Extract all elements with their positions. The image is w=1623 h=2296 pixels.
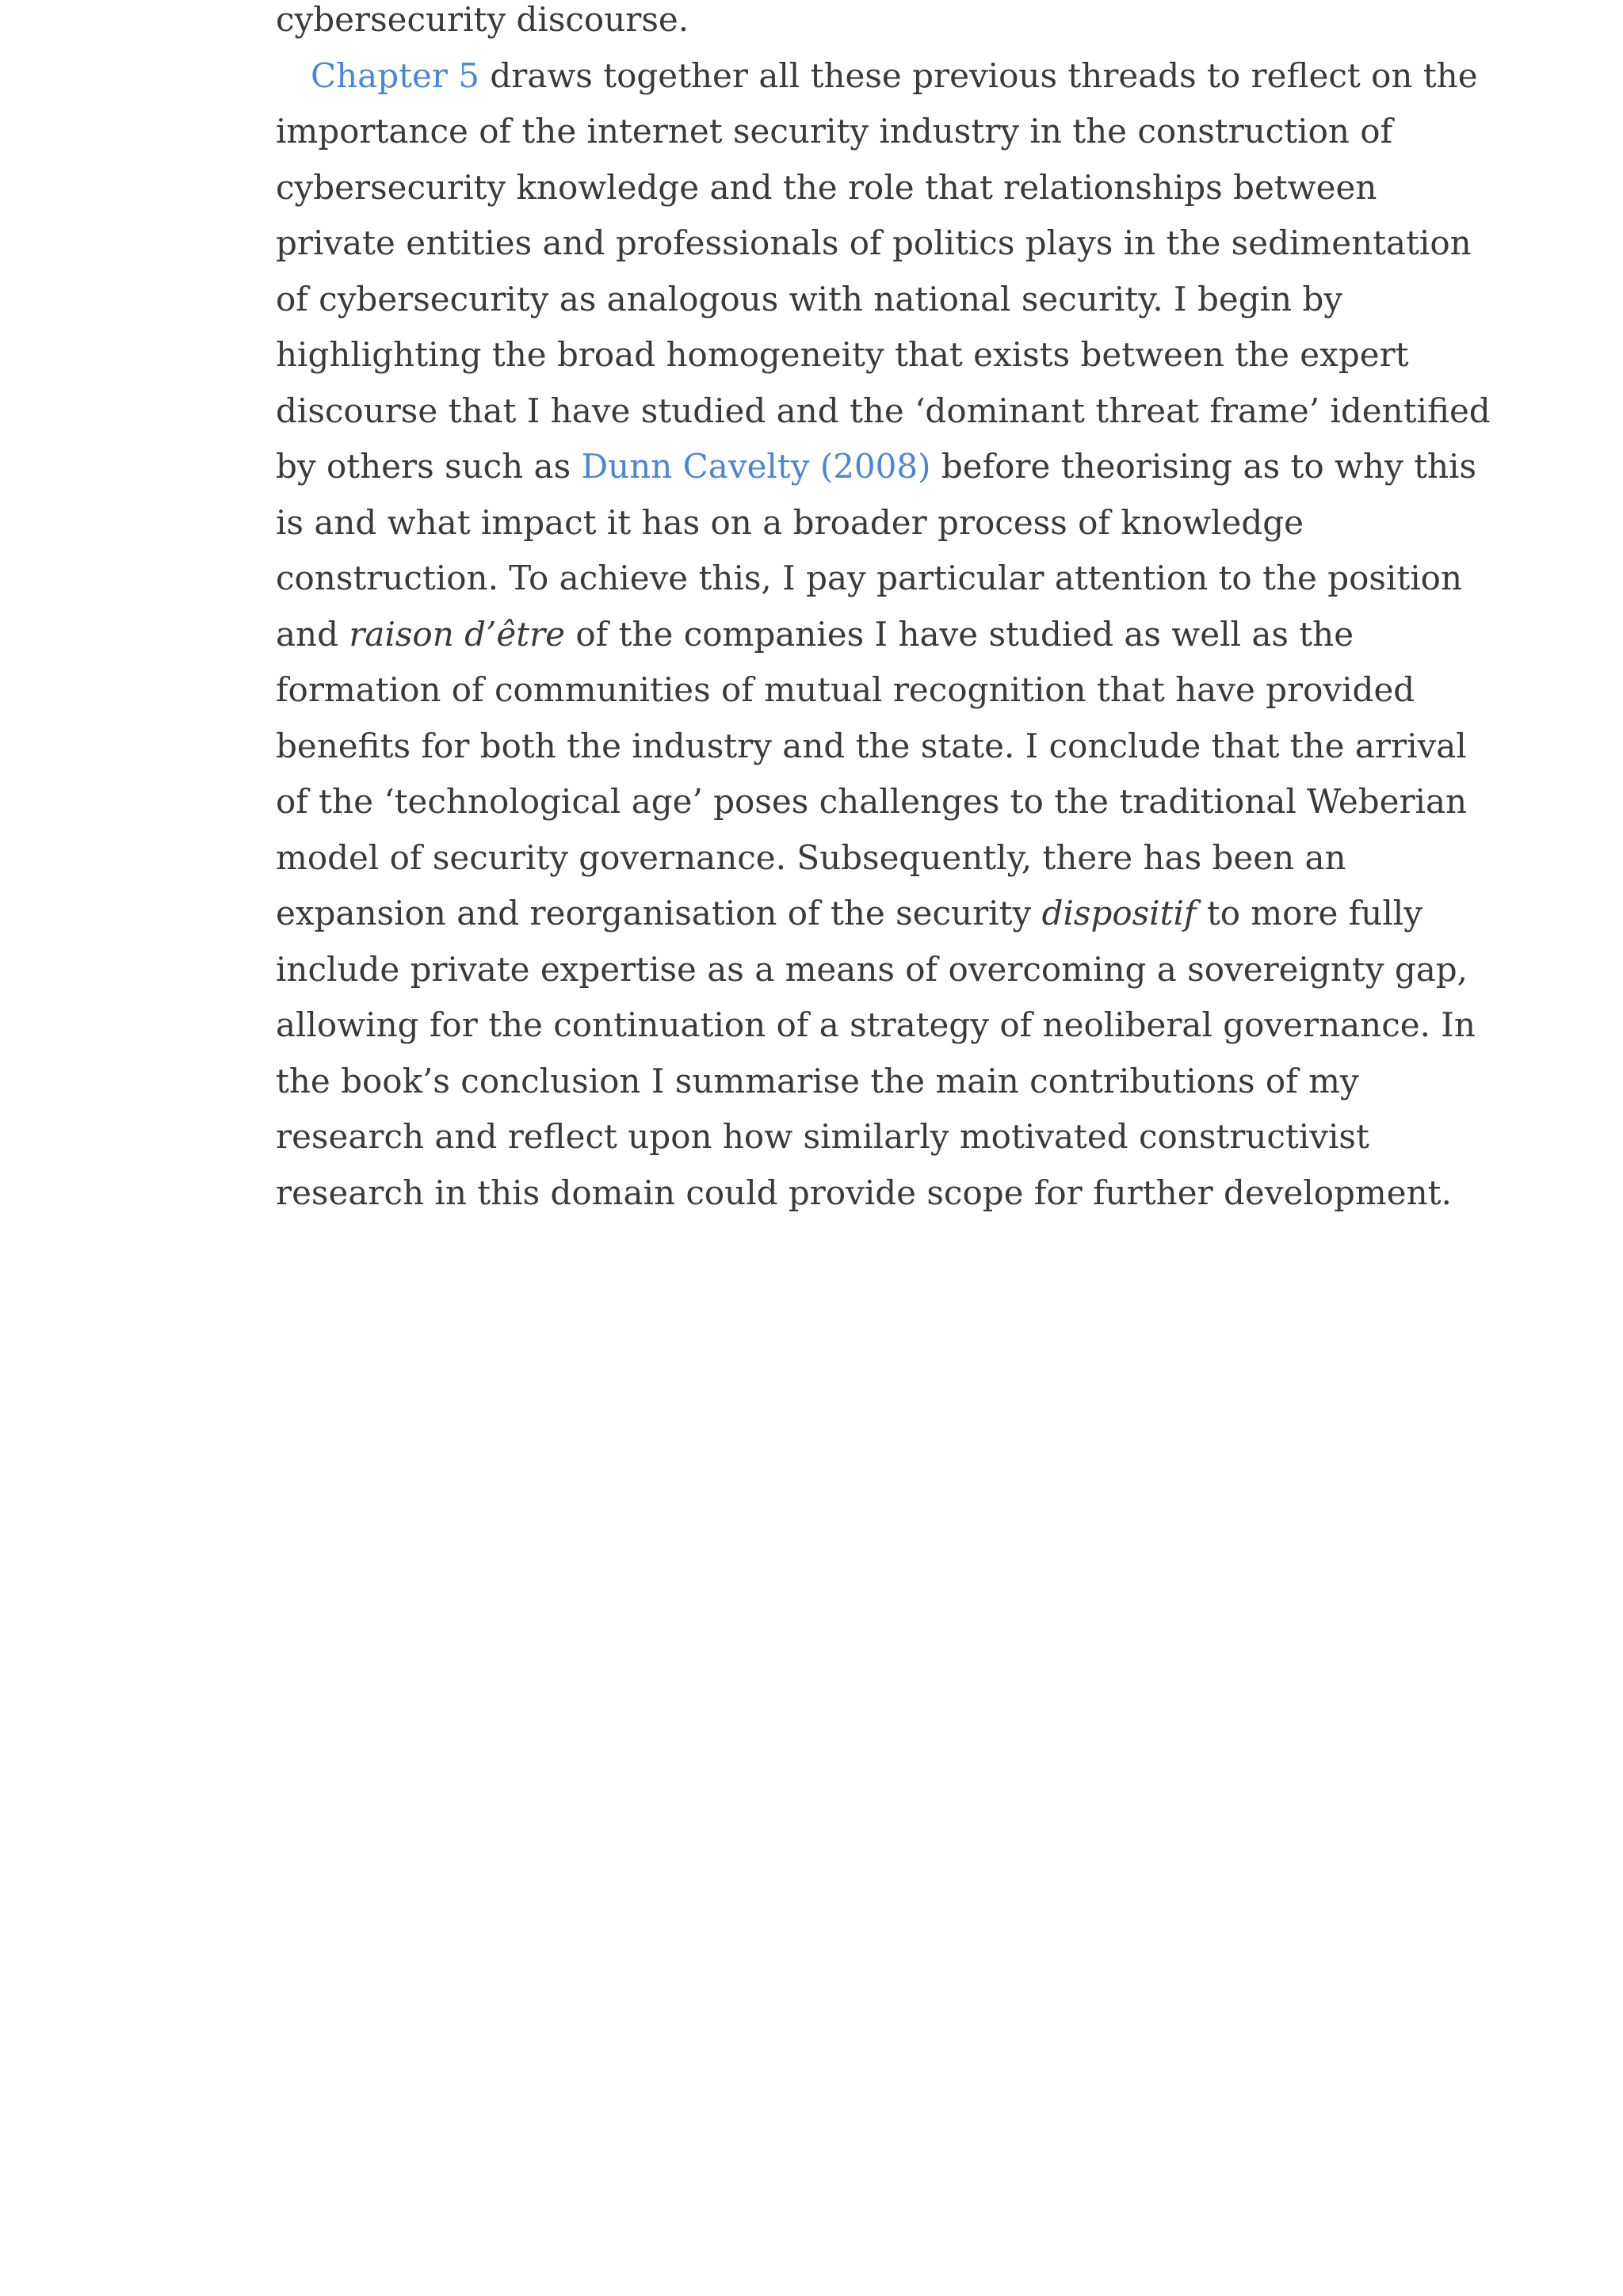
paragraph-line-2: importance of the internet security industry in the construction of bbox=[276, 112, 1393, 151]
paragraph-line-17: include private expertise as a means of overcoming a sovereignty gap, bbox=[276, 949, 1468, 989]
line-8-start-text: by others such as bbox=[276, 447, 582, 486]
line-8-end-text: before theorising as to why this bbox=[930, 447, 1476, 486]
paragraph-line-13: benefits for both the industry and the state. I conclude that the arrival bbox=[276, 726, 1467, 765]
raison-detre-italic: raison d’être bbox=[349, 614, 566, 654]
paragraph-line-19: the book’s conclusion I summarise the main contributions of my bbox=[276, 1061, 1359, 1100]
paragraph-line-6: highlighting the broad homogeneity that exists between the expert bbox=[276, 335, 1409, 374]
paragraph-line-15: model of security governance. Subsequently, there has been an bbox=[276, 837, 1346, 877]
line-16-start-text: expansion and reorganisation of the security bbox=[276, 894, 1042, 933]
dunn-cavelty-citation-link[interactable]: Dunn Cavelty (2008) bbox=[581, 447, 931, 486]
text-column bbox=[276, 0, 1491, 1221]
paragraph-line-7: discourse that I have studied and the ‘dominant threat frame’ identified bbox=[276, 391, 1491, 430]
paragraph-line-21: research in this domain could provide scope for further development. bbox=[276, 1173, 1452, 1212]
paragraph-line-11 bbox=[276, 607, 1409, 663]
paragraph-line-3: cybersecurity knowledge and the role that relationships between bbox=[276, 167, 1377, 207]
paragraph-line-4: private entities and professionals of politics plays in the sedimentation bbox=[276, 223, 1472, 262]
line-1-text: draws together all these previous threads to reflect on the bbox=[479, 55, 1478, 95]
chapter-5-link[interactable]: Chapter 5 bbox=[311, 55, 479, 95]
paragraph-line-18: allowing for the continuation of a strategy of neoliberal governance. In bbox=[276, 1005, 1476, 1044]
paragraph-line-1 bbox=[276, 48, 1478, 105]
paragraph-line-5: of cybersecurity as analogous with national security. I begin by bbox=[276, 279, 1343, 318]
paragraph-line-14: of the ‘technological age’ poses challenges to the traditional Weberian bbox=[276, 782, 1468, 821]
paragraph-line-8 bbox=[276, 439, 1476, 495]
dispositif-italic: dispositif bbox=[1041, 894, 1197, 933]
paragraph-line-16 bbox=[276, 886, 1423, 942]
previous-paragraph-tail: cybersecurity discourse. bbox=[276, 0, 689, 39]
paragraph-line-10: construction. To achieve this, I pay particular attention to the position bbox=[276, 559, 1463, 597]
line-11-end-text: of the companies I have studied as well as the bbox=[565, 614, 1354, 654]
line-11-start-text: and bbox=[276, 614, 349, 654]
paragraph-line-9: is and what impact it has on a broader process of knowledge bbox=[276, 502, 1304, 542]
paragraph-line-12: formation of communities of mutual recognition that have provided bbox=[276, 670, 1415, 709]
line-16-end-text: to more fully bbox=[1196, 894, 1423, 933]
paragraph-line-20: research and reflect upon how similarly motivated constructivist bbox=[276, 1117, 1369, 1156]
chapter-summary-paragraph bbox=[276, 48, 1491, 1222]
